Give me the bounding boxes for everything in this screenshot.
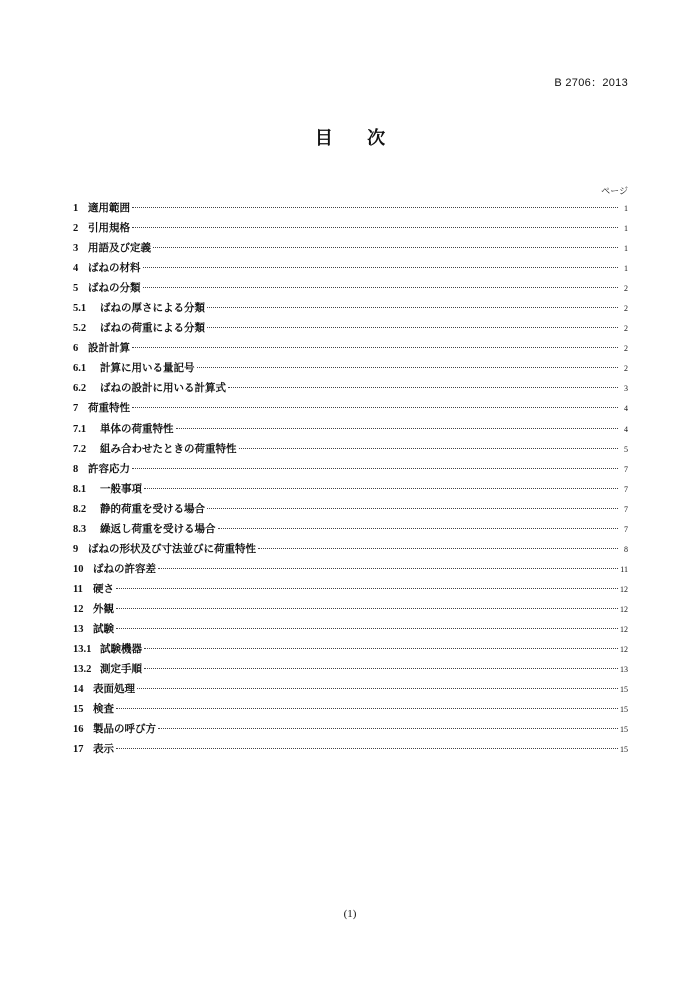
table-of-contents [73,198,628,759]
toc-entry-label: 表示 [93,743,114,756]
toc-entry-label: 試験機器 [100,643,142,656]
toc-entry-label: ばねの設計に用いる計算式 [100,382,226,395]
toc-entry-page: 15 [620,705,628,715]
toc-entry-label: 荷重特性 [88,402,130,415]
dot-leader [258,548,618,549]
dot-leader [228,387,618,388]
page-title: 目 次 [314,128,400,149]
toc-entry-page: 1 [624,264,628,274]
dot-leader [158,728,618,729]
page-column-label: ページ [601,187,628,197]
toc-entry-page: 15 [620,685,628,695]
toc-entry[interactable] [73,599,628,619]
toc-entry-label: ばねの許容差 [93,562,156,575]
toc-entry-page: 7 [624,464,628,474]
dot-leader [176,428,619,429]
toc-entry-number: 5.2 [73,323,87,335]
toc-entry-number: 6.2 [73,383,87,395]
dot-leader [158,568,618,569]
toc-entry-label: 表面処理 [93,683,135,696]
toc-entry-page: 15 [620,725,628,735]
toc-entry-page: 12 [620,645,628,655]
toc-entry-label: 単体の荷重特性 [100,422,174,435]
toc-entry-label: 静的荷重を受ける場合 [100,502,205,515]
toc-entry-label: ばねの分類 [88,282,141,295]
dot-leader [144,488,618,489]
dot-leader [116,588,618,589]
toc-entry-page: 4 [624,404,628,414]
toc-entry-number: 16 [73,724,84,736]
toc-entry[interactable] [73,519,628,539]
dot-leader [116,628,618,629]
toc-entry-number: 10 [73,563,84,575]
toc-entry-page: 1 [624,224,628,234]
toc-entry-page: 12 [620,624,628,634]
toc-entry-label: 繰返し荷重を受ける場合 [100,522,216,535]
toc-entry-number: 6.1 [73,363,87,375]
dot-leader [143,287,619,288]
toc-entry-page: 2 [624,364,628,374]
toc-entry[interactable] [73,539,628,559]
toc-entry[interactable] [73,378,628,398]
toc-entry[interactable] [73,258,628,278]
toc-entry-number: 7.1 [73,423,87,435]
dot-leader [132,347,618,348]
toc-entry-label: ばねの厚さによる分類 [100,302,205,315]
toc-entry-page: 7 [624,504,628,514]
toc-entry-page: 4 [624,424,628,434]
toc-entry[interactable] [73,439,628,459]
toc-entry-number: 8 [73,463,79,475]
toc-entry-number: 8.2 [73,503,87,515]
dot-leader [144,668,618,669]
dot-leader [137,688,618,689]
toc-entry-number: 11 [73,583,83,595]
toc-entry-number: 15 [73,704,84,716]
toc-entry-label: 許容応力 [88,462,130,475]
toc-entry[interactable] [73,619,628,639]
dot-leader [239,448,619,449]
dot-leader [197,367,619,368]
toc-entry-number: 7 [73,403,79,415]
toc-entry-number: 13 [73,623,84,635]
dot-leader [132,407,618,408]
toc-entry-page: 2 [624,304,628,314]
toc-entry-label: 測定手順 [100,663,142,676]
toc-entry-label: 硬さ [93,582,114,595]
toc-entry-label: 試験 [93,622,114,635]
toc-entry[interactable] [73,579,628,599]
dot-leader [218,528,619,529]
dot-leader [116,608,618,609]
toc-entry-label: 検査 [93,703,114,716]
toc-entry-page: 11 [620,564,628,574]
toc-entry-number: 6 [73,343,79,355]
toc-entry[interactable] [73,318,628,338]
dot-leader [207,508,618,509]
dot-leader [153,247,618,248]
toc-entry-number: 2 [73,223,79,235]
toc-entry-page: 2 [624,344,628,354]
dot-leader [116,748,618,749]
toc-entry-page: 8 [624,544,628,554]
toc-entry-page: 7 [624,524,628,534]
toc-entry-page: 1 [624,204,628,213]
toc-entry[interactable] [73,338,628,358]
page-number: (1) [343,908,357,920]
toc-entry-label: 外観 [93,602,114,615]
toc-entry-label: 一般事項 [100,482,142,495]
toc-entry[interactable] [73,278,628,298]
toc-entry[interactable] [73,699,628,719]
toc-entry-page: 3 [624,384,628,394]
toc-entry[interactable] [73,198,628,218]
toc-entry[interactable] [73,459,628,479]
toc-entry-number: 13.1 [73,644,92,656]
dot-leader [116,708,618,709]
dot-leader [144,648,618,649]
toc-entry-page: 15 [620,745,628,755]
toc-entry[interactable] [73,298,628,318]
toc-entry-number: 13.2 [73,664,92,676]
toc-entry-label: 適用範囲 [88,202,130,214]
toc-entry-page: 13 [620,665,628,675]
toc-entry[interactable] [73,238,628,258]
dot-leader [132,227,618,228]
toc-entry[interactable] [73,559,628,579]
dot-leader [132,207,618,208]
toc-entry[interactable] [73,419,628,439]
dot-leader [143,267,619,268]
dot-leader [132,468,618,469]
toc-entry-label: ばねの荷重による分類 [100,322,205,335]
toc-entry-label: 設計計算 [88,342,130,355]
toc-entry-page: 2 [624,284,628,294]
toc-entry-number: 7.2 [73,443,87,455]
toc-entry-number: 12 [73,603,84,615]
toc-entry[interactable] [73,739,628,759]
dot-leader [207,327,618,328]
toc-entry-number: 14 [73,684,84,696]
toc-entry[interactable] [73,358,628,378]
toc-entry[interactable] [73,218,628,238]
toc-entry-number: 3 [73,243,79,255]
toc-entry-page: 2 [624,324,628,334]
toc-entry-number: 5.1 [73,303,87,315]
toc-entry-label: 引用規格 [88,222,130,235]
toc-entry-label: 組み合わせたときの荷重特性 [100,442,237,455]
toc-entry-page: 12 [620,584,628,594]
toc-entry-number: 1 [73,203,79,214]
toc-entry-label: ばねの形状及び寸法並びに荷重特性 [88,542,256,555]
toc-entry-label: ばねの材料 [88,262,141,275]
toc-entry-page: 5 [624,444,628,454]
toc-entry[interactable] [73,639,628,659]
toc-entry-number: 5 [73,283,79,295]
toc-entry-number: 17 [73,744,84,756]
dot-leader [207,307,618,308]
toc-entry-label: 計算に用いる量記号 [100,362,195,375]
toc-entry[interactable] [73,479,628,499]
toc-entry-label: 製品の呼び方 [93,723,156,736]
toc-entry-page: 1 [624,244,628,254]
toc-entry-number: 4 [73,263,79,275]
toc-entry-page: 7 [624,484,628,494]
toc-entry[interactable] [73,499,628,519]
toc-entry-number: 8.1 [73,483,87,495]
toc-entry[interactable] [73,659,628,679]
toc-entry-label: 用語及び定義 [88,242,151,255]
toc-entry[interactable] [73,719,628,739]
toc-entry-number: 8.3 [73,523,87,535]
toc-entry-number: 9 [73,543,79,555]
document-code: B 2706：2013 [554,77,628,89]
toc-entry-page: 12 [620,604,628,614]
toc-entry[interactable] [73,398,628,418]
toc-entry[interactable] [73,679,628,699]
